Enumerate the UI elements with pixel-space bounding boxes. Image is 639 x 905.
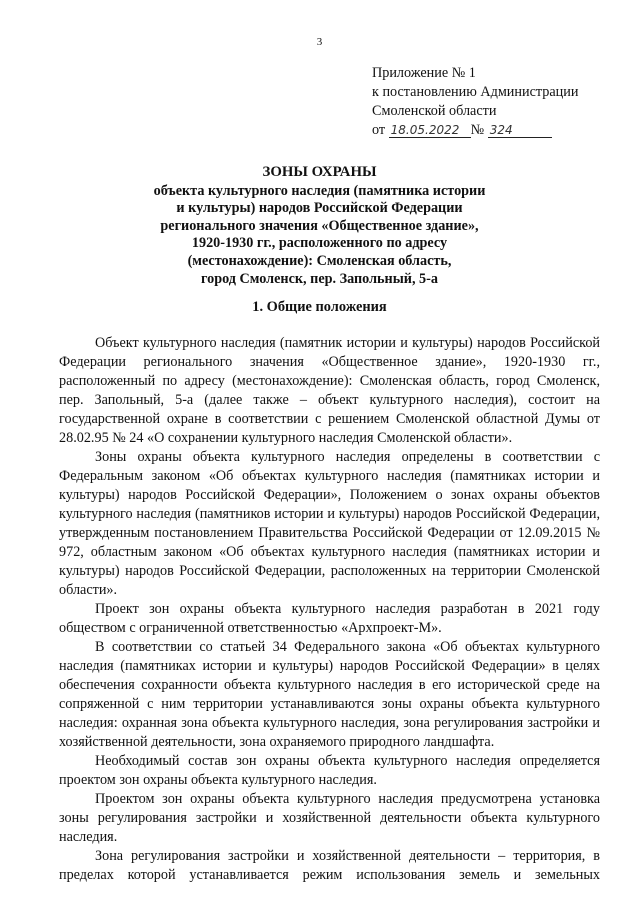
title-line: город Смоленск, пер. Запольный, 5-а — [201, 270, 438, 287]
page-number: 3 — [316, 36, 323, 48]
body-text — [59, 334, 600, 885]
appendix-title: Приложение № 1 — [372, 65, 476, 81]
title-line: и культуры) народов Российской Федерации — [176, 200, 463, 217]
paragraph: Объект культурного наследия (памятник истории и культуры) народов Российской Федерации регионального значения «Общественное здание», 1920-1930 гг., расположенный по адресу (местонахождение): Смоленская область, город Смоленск, пер. Запольный, 5-а (далее также – объект культурного наследия), состоит на государственной охране в соответствии с решением Смоленской областной Думы от 28.02.95 № 24 «О сохранении культурного наследия Смоленской области». — [59, 335, 600, 446]
appendix-resolution-line: к постановлению Администрации — [372, 84, 579, 100]
paragraph: Проектом зон охраны объекта культурного наследия предусмотрена установка зоны регулирования застройки и хозяйственной деятельности объекта культурного наследия. — [59, 791, 600, 845]
appendix-date-line — [372, 121, 578, 140]
from-label: от — [372, 122, 386, 138]
number-label: № — [470, 122, 485, 138]
title-line: (местонахождение): Смоленская область, — [187, 252, 452, 269]
section-heading: 1. Общие положения — [252, 299, 387, 315]
paragraph: Зона регулирования застройки и хозяйственной деятельности – территория, в пределах которой устанавливается режим использования земель и земельных — [59, 848, 600, 883]
paragraph: Необходимый состав зон охраны объекта культурного наследия определяется проектом зон охраны объекта культурного наследия. — [59, 753, 600, 788]
title-main: ЗОНЫ ОХРАНЫ — [262, 164, 377, 180]
handwritten-number: 324 — [488, 123, 552, 138]
paragraph: Проект зон охраны объекта культурного наследия разработан в 2021 году обществом с ограниченной ответственностью «Архпроект-М». — [59, 601, 600, 636]
appendix-region-line: Смоленской области — [372, 103, 497, 119]
document-title — [0, 164, 639, 288]
title-line: 1920-1930 гг., расположенного по адресу — [191, 235, 448, 252]
appendix-header — [372, 64, 578, 140]
paragraph: В соответствии со статьей 34 Федерального закона «Об объектах культурного наследия (памятниках истории и культуры) народов Российской Федерации» в целях обеспечения сохранности объекта культурного наследия в его исторической среде на сопряженной с ним территории устанавливаются зоны охраны объекта культурного наследия: охранная зона объекта культурного наследия, зона регулирования застройки и хозяйственной деятельности, зона охраняемого природного ландшафта. — [59, 639, 600, 750]
title-line: объекта культурного наследия (памятника истории — [153, 182, 486, 199]
paragraph: Зоны охраны объекта культурного наследия определены в соответствии с Федеральным законом «Об объектах культурного наследия (памятниках истории и культуры) народов Российской Федерации», Положением о зонах охраны объектов культурного наследия (памятников истории и культуры) народов Российской Федерации, утвержденным постановлением Правительства Российской Федерации от 12.09.2015 № 972, областным законом «Об объектах культурного наследия (памятниках истории и культуры) народов Российской Федерации, расположенных на территории Смоленской области». — [59, 449, 600, 598]
handwritten-date: 18.05.2022 — [389, 123, 471, 138]
title-line: регионального значения «Общественное здание», — [160, 217, 479, 234]
